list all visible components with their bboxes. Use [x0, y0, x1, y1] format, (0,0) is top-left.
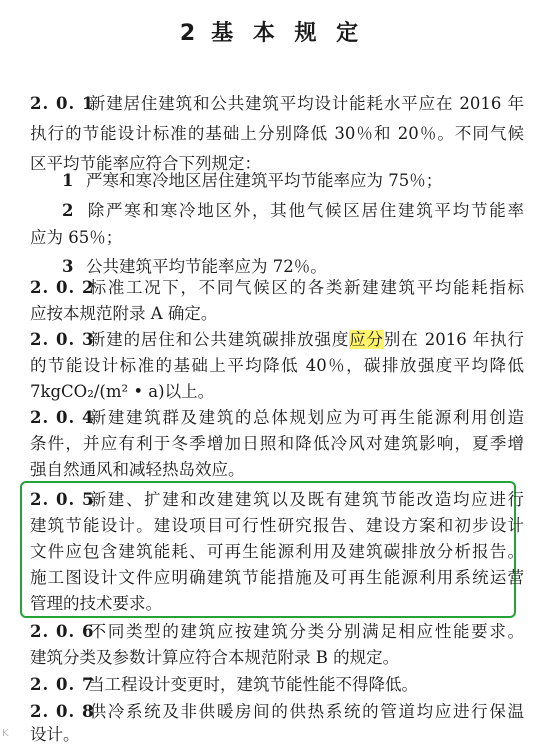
clause-number: 2. 0. 1 [30, 94, 95, 113]
clause-number: 2. 0. 6 [30, 622, 95, 641]
clause-number: 2. 0. 7 [30, 675, 95, 694]
clause-text: 标准工况下，不同气候区的各类新建建筑平均能耗指标 [88, 278, 524, 297]
item-number: 3 [62, 257, 74, 276]
clause-2-0-8-line-2: 设计。 [30, 725, 80, 744]
clause-2-0-3-line-3: 7kgCO₂/(m² • a)以上。 [30, 382, 215, 401]
watermark: K [2, 728, 9, 739]
clause-number: 2. 0. 2 [30, 278, 95, 297]
item-2-line-1 [62, 196, 524, 226]
clause-number: 2. 0. 8 [30, 702, 95, 721]
item-number: 1 [62, 171, 74, 190]
section-number: 2 [179, 21, 202, 46]
clause-2-0-1-line-3: 区平均节能率应符合下列规定： [30, 154, 261, 173]
clause-text: 当工程设计变更时，建筑节能性能不得降低。 [88, 675, 418, 694]
section-heading: 基 本 规 定 [211, 21, 365, 46]
clause-text: 新建、扩建和改建建筑以及既有建筑节能改造均应进行 [88, 490, 524, 509]
clause-number: 2. 0. 4 [30, 408, 95, 427]
clause-2-0-5-line-4: 施工图设计文件应明确建筑节能措施及可再生能源利用系统运营 [30, 568, 524, 587]
item-1 [62, 166, 524, 196]
clause-2-0-6-line-2: 建筑分类及参数计算应符合本规范附录 B 的规定。 [30, 648, 400, 667]
clause-text: 不同类型的建筑应按建筑分类分别满足相应性能要求。 [88, 622, 524, 641]
item-number: 2 [62, 201, 74, 220]
clause-2-0-1-line-2: 执行的节能设计标准的基础上分别降低 30％和 20％。不同气候 [30, 124, 524, 143]
clause-text: 新建居住建筑和公共建筑平均设计能耗水平应在 2016 年 [88, 94, 524, 113]
clause-2-0-4-line-2: 条件，并应有利于冬季增加日照和降低冷风对建筑影响，夏季增 [30, 434, 524, 453]
highlighted-text: 应分 [349, 330, 384, 349]
clause-number: 2. 0. 3 [30, 330, 95, 349]
section-title [0, 16, 544, 47]
clause-2-0-5-line-2: 建筑节能设计。建设项目可行性研究报告、建设方案和初步设计 [30, 516, 524, 535]
clause-text: 供冷系统及非供暖房间的供热系统的管道均应进行保温 [88, 702, 524, 721]
item-text: 公共建筑平均节能率应为 72％。 [86, 257, 327, 276]
clause-text: 别在 2016 年执行 [383, 330, 525, 349]
clause-text: 新建建筑群及建筑的总体规划应为可再生能源利用创造 [88, 408, 524, 427]
item-2-line-2: 应为 65％； [30, 228, 123, 247]
clause-2-0-2-line-2: 应按本规范附录 A 确定。 [30, 304, 218, 323]
clause-2-0-4-line-3: 强自然通风和减轻热岛效应。 [30, 460, 245, 479]
clause-2-0-5-line-3: 文件应包含建筑能耗、可再生能源利用及建筑碳排放分析报告。 [30, 542, 524, 561]
item-text: 除严寒和寒冷地区外，其他气候区居住建筑平均节能率 [86, 201, 524, 220]
clause-text: 新建的居住和公共建筑碳排放强度 [88, 330, 350, 349]
clause-2-0-7-line-1 [30, 670, 524, 700]
clause-2-0-5-line-5: 管理的技术要求。 [30, 594, 162, 613]
clause-2-0-1-line-1 [30, 89, 524, 119]
clause-number: 2. 0. 5 [30, 490, 95, 509]
item-text: 严寒和寒冷地区居住建筑平均节能率应为 75％； [86, 171, 443, 190]
clause-2-0-3-line-2: 的节能设计标准的基础上平均降低 40％，碳排放强度平均降低 [30, 356, 524, 375]
